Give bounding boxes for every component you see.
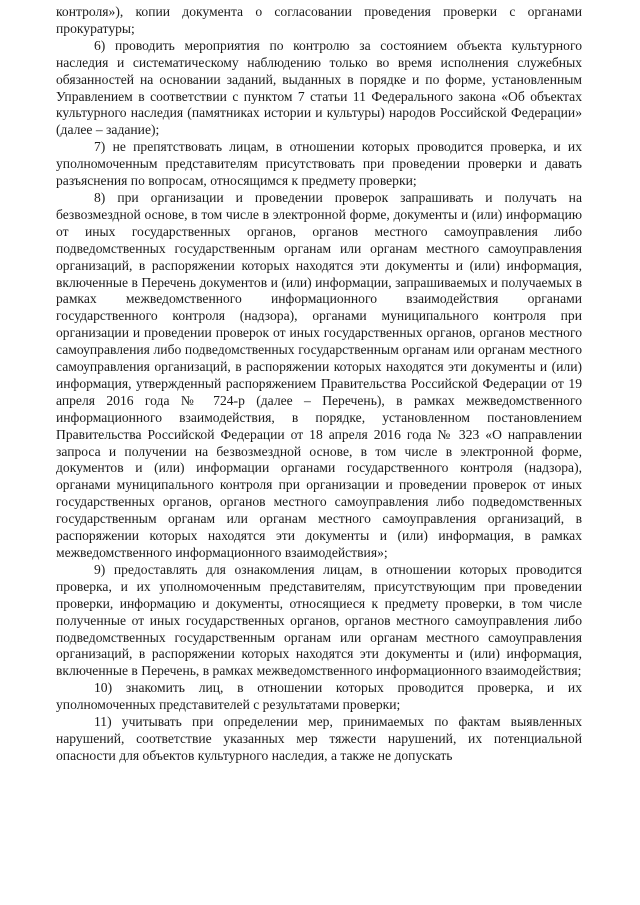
paragraph-item-10: 10) знакомить лиц, в отношении которых проводится проверка, и их уполномоченных представителей с результатами проверки;	[56, 680, 582, 713]
paragraph-item-7: 7) не препятствовать лицам, в отношении которых проводится проверка, и их уполномоченным представителям присутствовать при проведении проверки и давать разъяснения по вопросам, относящимся к предмету проверки;	[56, 139, 582, 189]
document-body	[56, 4, 582, 765]
paragraph-item-11: 11) учитывать при определении мер, принимаемых по фактам выявленных нарушений, соответствие указанных мер тяжести нарушений, их потенциальной опасности для объектов культурного наследия, а также не допускать	[56, 714, 582, 763]
paragraph-item-6: 6) проводить мероприятия по контролю за состоянием объекта культурного наследия и систематическому наблюдению только во время исполнения служебных обязанностей на основании заданий, выданных в порядке и по форме, установленным Управлением в соответствии с пунктом 7 статьи 11 Федерального закона «Об объектах культурного наследия (памятниках истории и культуры) народов Российской Федерации» (далее – задание);	[56, 37, 582, 138]
paragraph-item-9: 9) предоставлять для ознакомления лицам, в отношении которых проводится проверка, и их уполномоченным представителям, присутствующим при проведении проверки, информацию и документы, относящиеся к предмету проверки, в том числе полученные от иных государственных органов, органов местного самоуправления либо подведомственных государственным органам или органам местного самоуправления организаций, в распоряжении которых находятся эти документы и (или) информация, включенные в Перечень, в рамках межведомственного информационного взаимодействия;	[56, 561, 582, 679]
paragraph-continuation: контроля»), копии документа о согласовании проведения проверки с органами прокуратуры;	[56, 4, 582, 36]
paragraph-item-8: 8) при организации и проведении проверок запрашивать и получать на безвозмездной основе, в том числе в электронной форме, документы и (или) информацию от иных государственных органов, органов местного самоуправления либо подведомственных государственным органам или органам местного самоуправления организаций, в распоряжении которых находятся эти документы и (или) информация, включенные в Перечень документов и (или) информации, запрашиваемых и получаемых в рамках межведомственного информационного взаимодействия органами государственного контроля (надзора), органами муниципального контроля при организации и проведении проверок от иных государственных органов, органов местного самоуправления либо подведомственных государственным органам или органам местного самоуправления организаций, в распоряжении которых находятся эти документы и (или) информация, утвержденный распоряжением Правительства Российской Федерации от 19 апреля 2016 года № 724-р (далее – Перечень), в рамках межведомственного информационного взаимодействия, в порядке, установленном постановлением Правительства Российской Федерации от 18 апреля 2016 года № 323 «О направлении запроса и получении на безвозмездной основе, в том числе в электронной форме, документов и (или) информации органами государственного контроля (надзора), органами муниципального контроля при организации и проведении проверок от иных государственных органов, органов местного самоуправления либо подведомственных государственным органам или органам местного самоуправления организаций, в распоряжении которых находятся эти документы и (или) информация, в рамках межведомственного информационного взаимодействия»;	[56, 189, 582, 560]
